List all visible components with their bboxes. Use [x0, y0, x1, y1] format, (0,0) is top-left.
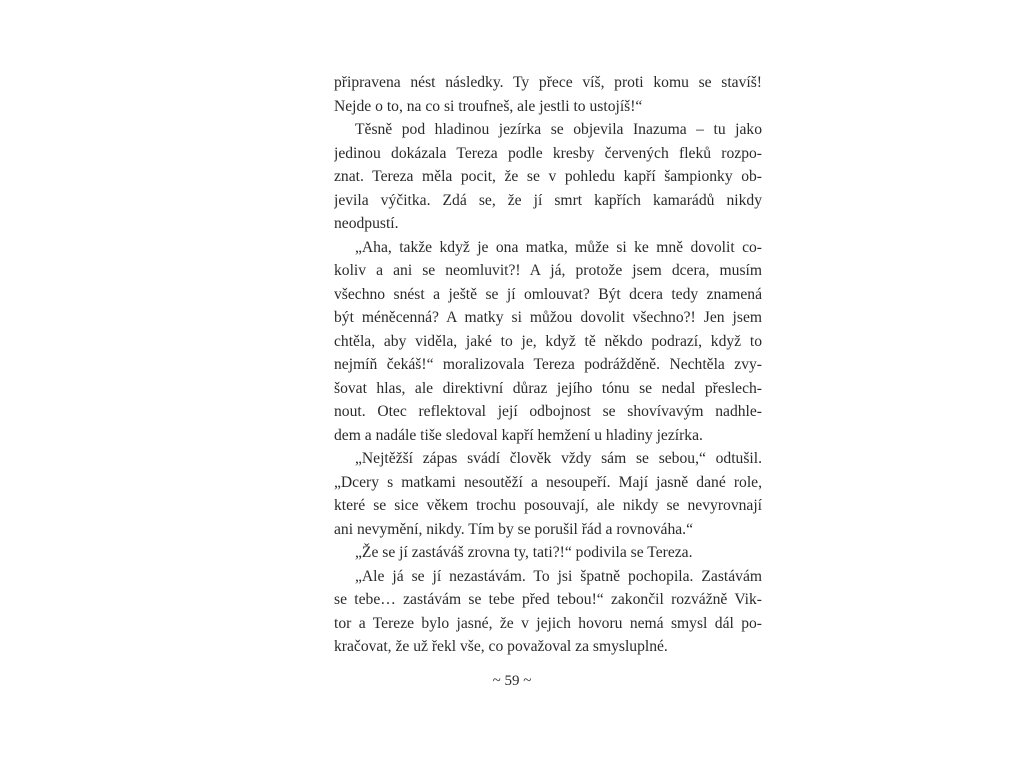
text-line: které se sice věkem trochu posouvají, ale nikdy se nevyrovnají [334, 497, 762, 514]
text-line: nout. Otec reflektoval její odbojnost se shovívavým nadhle- [334, 403, 762, 420]
text-line: jevila výčitka. Zdá se, že jí smrt kapřích kamarádů nikdy [334, 191, 762, 209]
text-line: Těsně pod hladinou jezírka se objevila Inazuma – tu jako [355, 121, 762, 138]
text-line: „Nejtěžší zápas svádí člověk vždy sám se sebou,“ odtušil. [355, 450, 762, 467]
text-line: připravena nést následky. Ty přece víš, proti komu se stavíš! [334, 74, 762, 91]
text-line: neodpustí. [334, 215, 399, 232]
text-line: „Aha, takže když je ona matka, může si ke mně dovolit co- [355, 238, 762, 256]
text-line: „Dcery s matkami nesoutěží a nesoupeří. Mají jasně dané role, [334, 473, 762, 491]
page-number: ~ 59 ~ [492, 673, 532, 689]
text-line: nejmíň čekáš!“ moralizovala Tereza podrážděně. Nechtěla zvy- [334, 356, 762, 373]
text-line: „Že se jí zastáváš zrovna ty, tati?!“ podivila se Tereza. [355, 544, 693, 561]
text-line: se tebe… zastávám se tebe před tebou!“ zakončil rozvážně Vik- [334, 591, 762, 608]
text-line: znat. Tereza měla pocit, že se v pohledu kapří šampionky ob- [334, 168, 762, 185]
text-line: být méněcenná? A matky si můžou dovolit všechno?! Jen jsem [334, 309, 762, 326]
text-line: Nejde o to, na co si troufneš, ale jestli to ustojíš!“ [334, 97, 643, 115]
text-line: kračovat, že už řekl vše, co považoval za smysluplné. [334, 638, 668, 655]
text-line: tor a Tereze bylo jasné, že v jejich hovoru nemá smysl dál po- [334, 614, 762, 632]
text-line: koliv a ani se neomluvit?! A já, protože jsem dcera, musím [334, 262, 762, 279]
body-text [334, 71, 762, 659]
text-line: šovat hlas, ale direktivní důraz jejího tónu se nedal přeslech- [334, 379, 762, 397]
text-line: „Ale já se jí nezastávám. To jsi špatně pochopila. Zastávám [355, 567, 762, 585]
text-line: jedinou dokázala Tereza podle kresby červených fleků rozpo- [334, 144, 762, 162]
text-line: ani nevymění, nikdy. Tím by se porušil řád a rovnováha.“ [334, 520, 694, 538]
text-line: dem a nadále tiše sledoval kapří hemžení u hladiny jezírka. [334, 426, 703, 444]
text-line: všechno snést a ještě se jí omlouvat? Být dcera tedy znamená [334, 285, 762, 303]
text-line: chtěla, aby viděla, jaké to je, když tě někdo podrazí, když to [334, 332, 762, 350]
